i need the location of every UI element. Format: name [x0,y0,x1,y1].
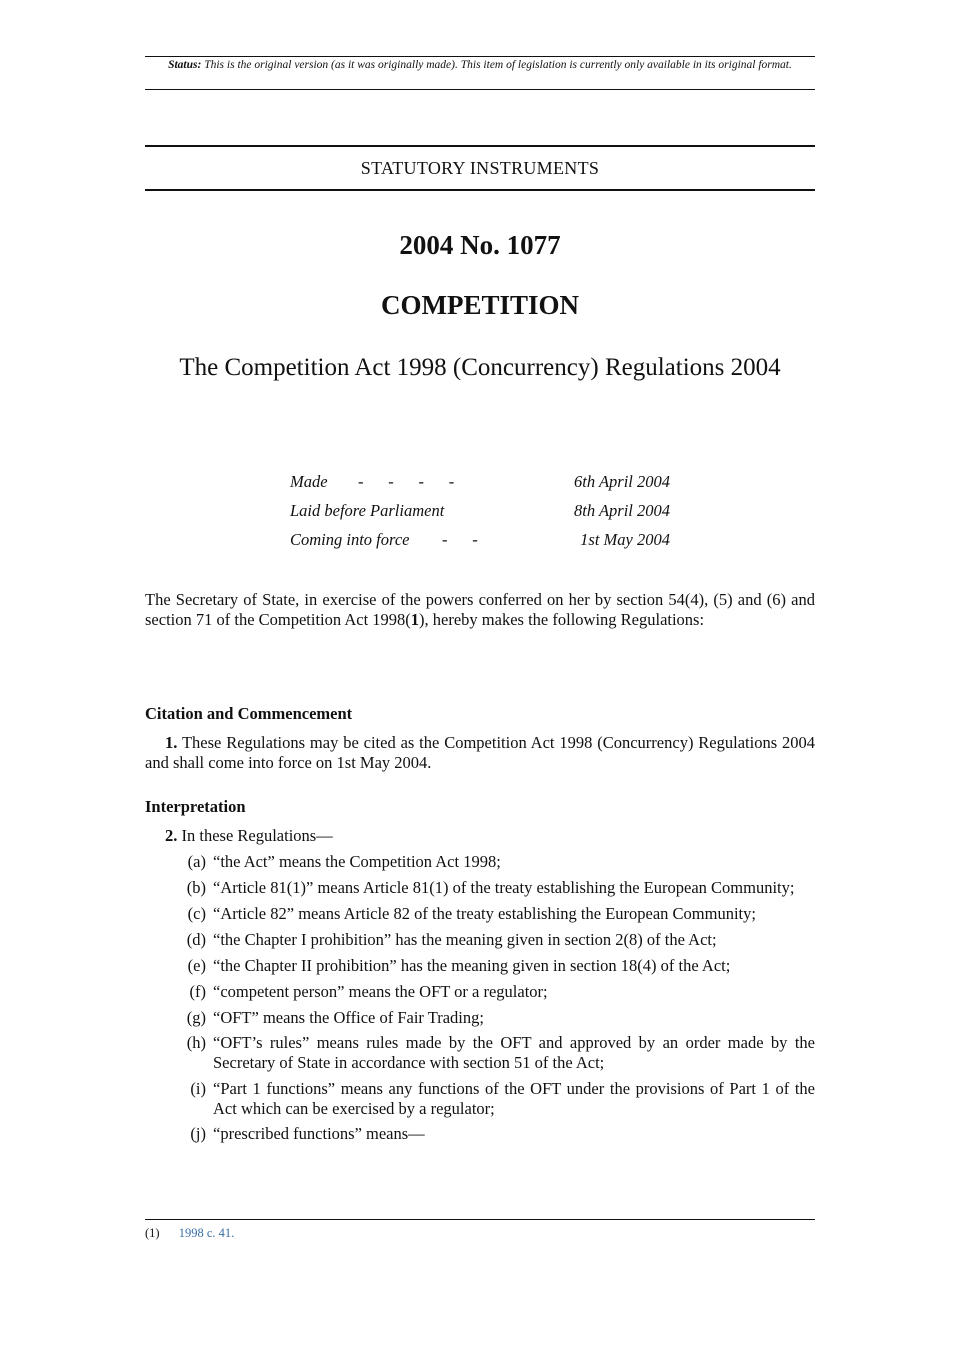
date-value: 8th April 2004 [574,501,670,520]
date-label: Coming into force [290,530,410,549]
preamble-text-before: The Secretary of State, in exercise of the powers conferred on her by section 54(4), (5) and (6) and section 71 of the Competition Act 1998( [145,590,815,629]
date-value: 1st May 2004 [580,530,670,549]
series-top-rule [145,145,815,147]
instrument-number: 2004 No. 1077 [399,230,561,260]
item-label: (c) [187,904,206,923]
citation-paragraph [145,733,815,773]
paragraph-number: 1. [165,733,178,752]
paragraph-number: 2. [165,826,178,845]
item-label: (h) [186,1033,206,1052]
item-label: (j) [190,1124,206,1143]
date-value: 6th April 2004 [574,472,670,491]
item-text: “OFT” means the Office of Fair Trading; [213,1008,484,1027]
item-text: “the Act” means the Competition Act 1998; [213,852,501,871]
date-label: Made [290,472,328,491]
status-text: This is the original version (as it was originally made). This item of legislation is currently only available in its original format. [204,59,792,71]
footnote-ref-link[interactable]: 1 [410,610,420,629]
item-text: “Article 82” means Article 82 of the treaty establishing the European Community; [213,904,756,923]
series-heading: STATUTORY INSTRUMENTS [360,158,600,178]
item-label: (f) [189,982,206,1001]
footnote-reference-link[interactable]: 1998 c. 41. [178,1226,235,1240]
date-label: Laid before Parliament [290,501,445,520]
interpretation-paragraph [145,826,815,846]
regulations-title: The Competition Act 1998 (Concurrency) Regulations 2004 [179,354,781,381]
interpretation-heading: Interpretation [145,797,246,816]
status-label: Status: [168,59,202,71]
citation-heading: Citation and Commencement [145,704,353,723]
date-row-force [290,530,670,559]
item-label: (e) [187,956,206,975]
date-row-laid [290,501,670,530]
status-top-rule [145,56,815,57]
item-label: (i) [190,1079,206,1098]
item-label: (g) [186,1008,206,1027]
item-text: “the Chapter I prohibition” has the meaning given in section 2(8) of the Act; [213,930,717,949]
item-label: (d) [186,930,206,949]
item-text: “competent person” means the OFT or a regulator; [213,982,548,1001]
paragraph-text: These Regulations may be cited as the Competition Act 1998 (Concurrency) Regulations 2004 and shall come into force on 1st May 2004. [145,733,815,772]
item-text: “Article 81(1)” means Article 81(1) of the treaty establishing the European Community; [213,878,795,897]
preamble-text-after: ), hereby makes the following Regulations: [419,610,705,629]
preamble [145,590,815,630]
paragraph-text: In these Regulations— [181,826,333,845]
subject-heading: COMPETITION [380,290,580,320]
series-bottom-rule [145,189,815,191]
item-text: “the Chapter II prohibition” has the meaning given in section 18(4) of the Act; [213,956,731,975]
item-label: (a) [187,852,206,871]
footnote-marker: (1) [145,1226,160,1240]
item-label: (b) [186,878,206,897]
status-bottom-rule [145,89,815,90]
status-note [145,58,815,73]
leader-dashes: - - [442,530,478,549]
item-text: “Part 1 functions” means any functions of the OFT under the provisions of Part 1 of the Act which can be exercised by a regulator; [213,1079,815,1118]
date-row-made [290,472,670,501]
footnote [145,1226,234,1241]
item-text: “OFT’s rules” means rules made by the OFT and approved by an order made by the Secretary of State in accordance with section 51 of the Act; [213,1033,815,1072]
item-text: “prescribed functions” means— [213,1124,425,1143]
dates-table [290,472,670,559]
footnote-rule [145,1219,815,1220]
leader-dashes: - - - - [358,472,455,491]
